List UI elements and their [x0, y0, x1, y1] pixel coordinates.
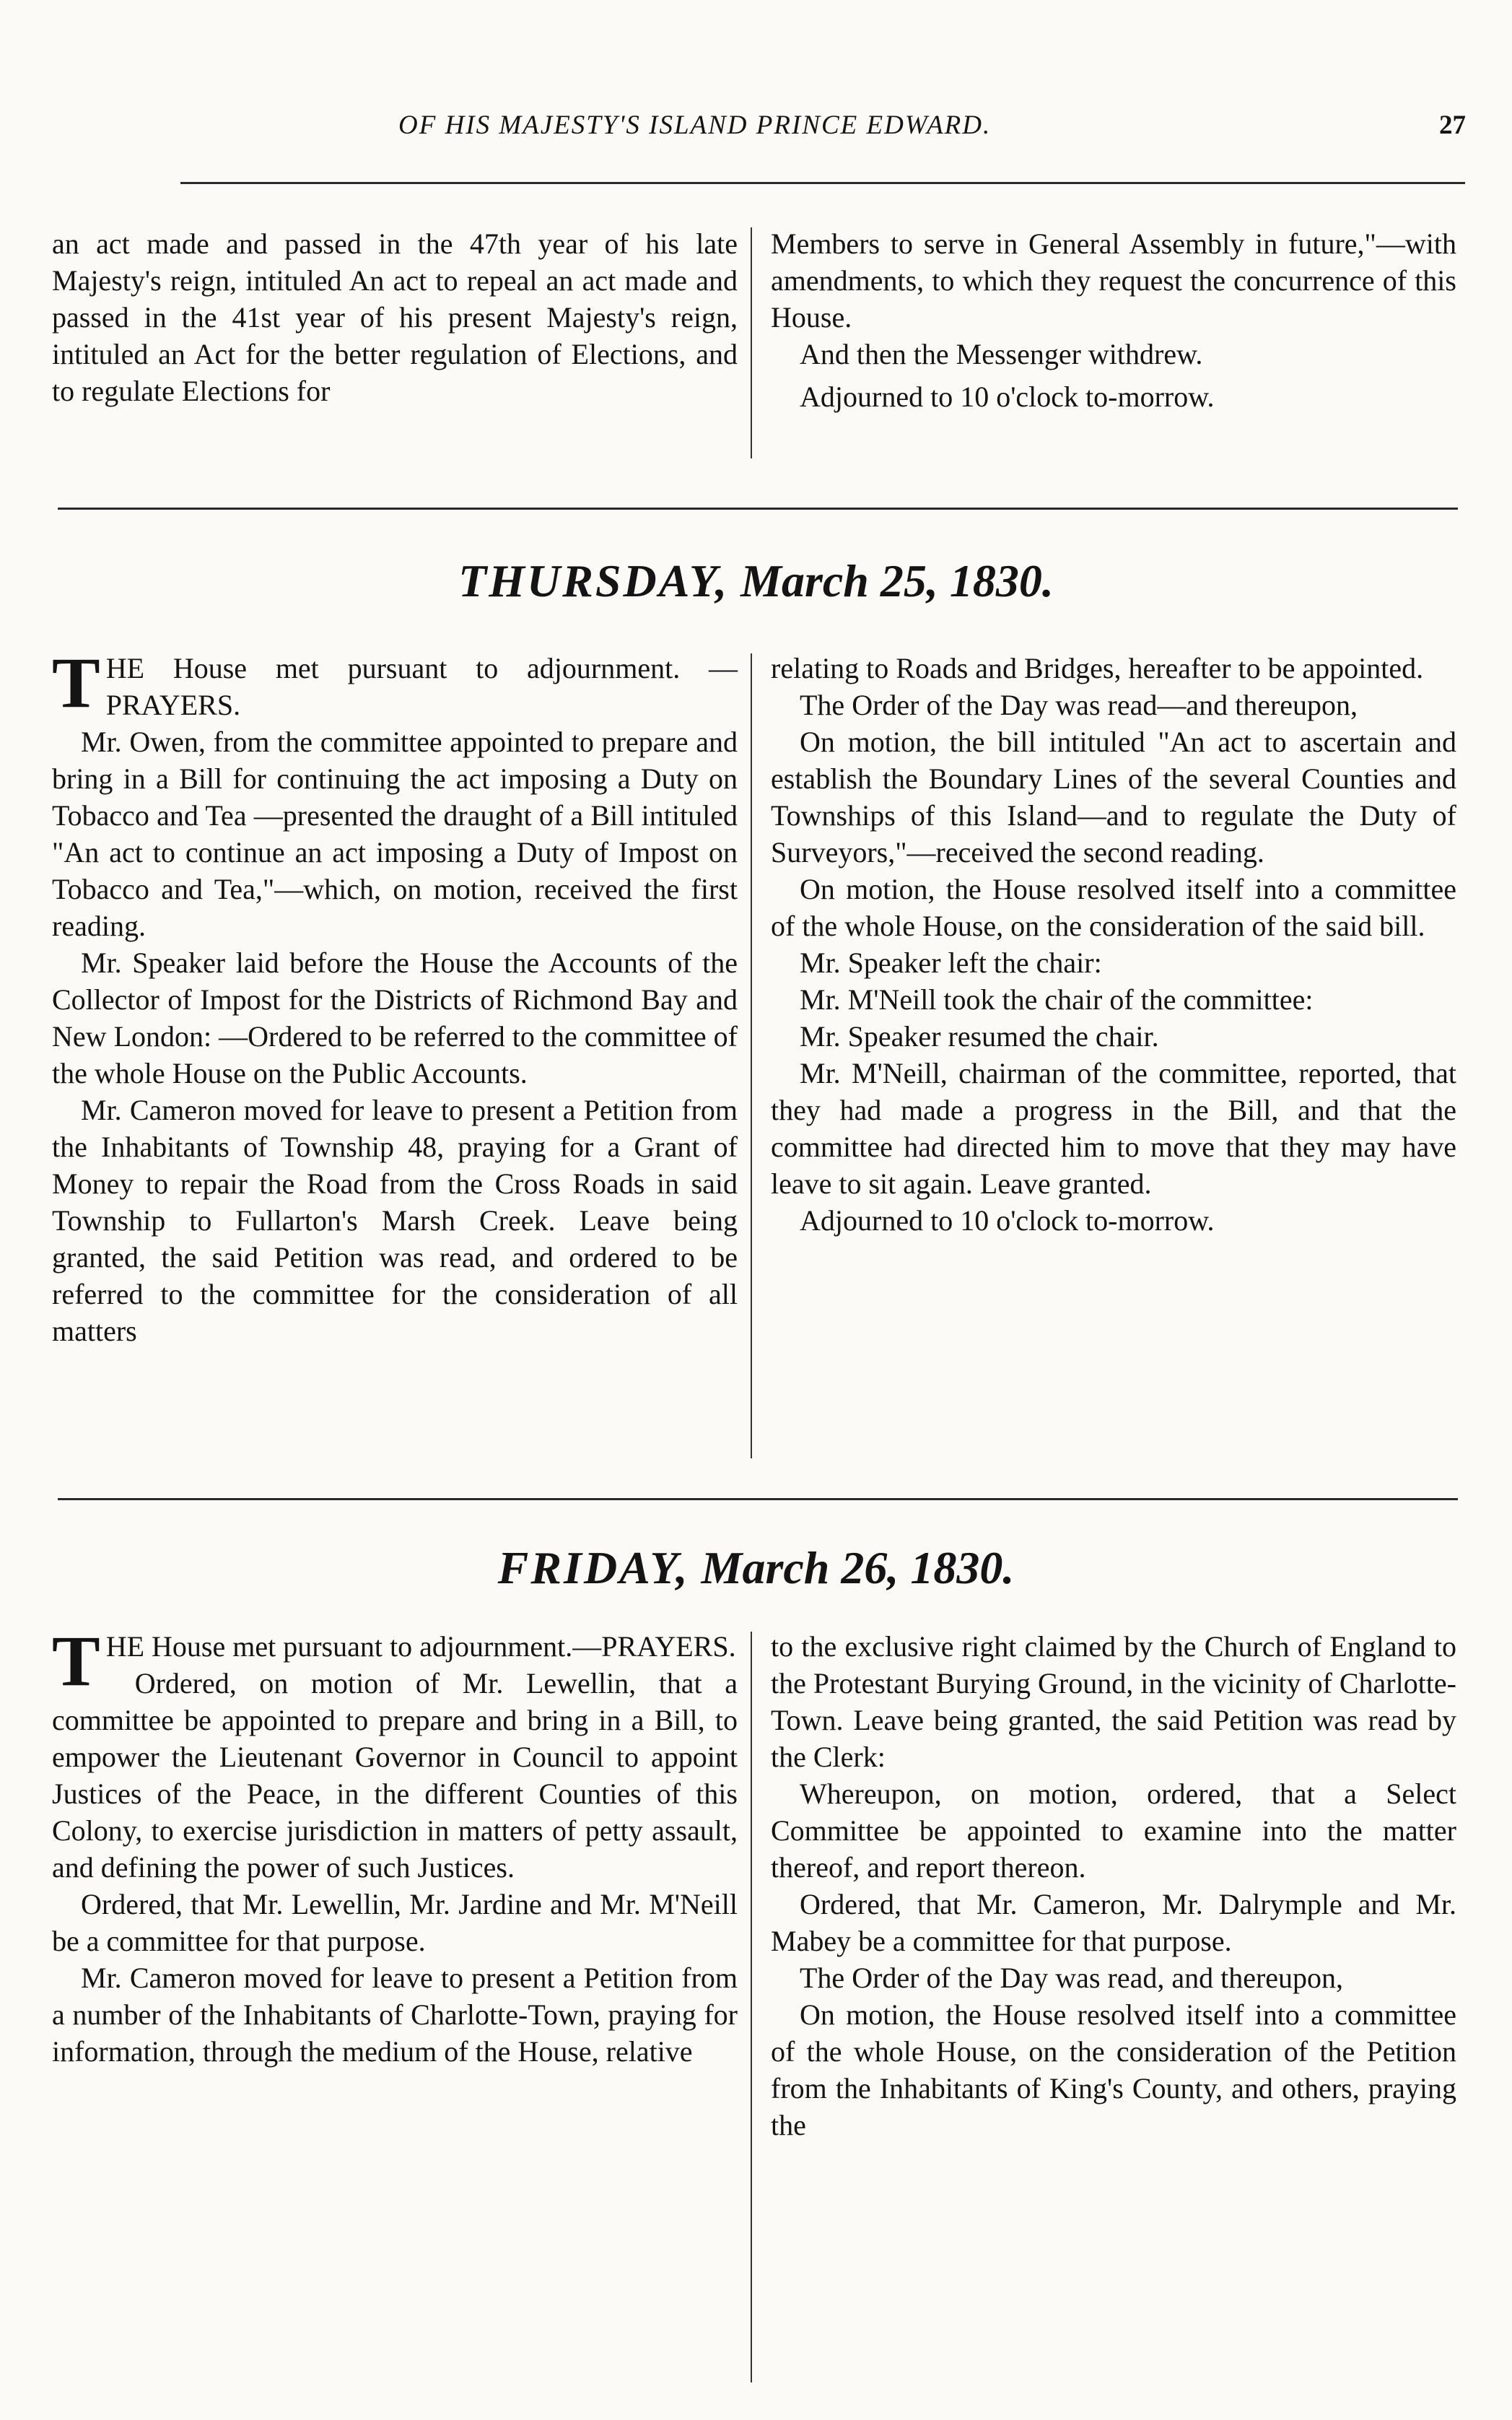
paragraph: Ordered, on motion of Mr. Lewellin, that a committee be appointed to prepare and bring in a Bill, to empower the Lieutenant Governor in Council to appoint Justices of the Peace, in the different Counties of this Colony, to exercise jurisdiction in matters of petty assault, and defining the power of such Justices. [52, 1667, 738, 1884]
drop-cap: T [52, 643, 100, 723]
heading-date: March 25, 1830. [740, 555, 1054, 606]
paragraph: Mr. Cameron moved for leave to present a Petition from the Inhabitants of Township 48, praying for a Grant of Money to repair the Road from the Cross Roads in said Township to Fullarton's Marsh Creek. Leave being granted, the said Petition was read, and ordered to be referred to the committee for the consideration of all matters [52, 1094, 738, 1347]
paragraph: The Order of the Day was read—and thereupon, [800, 689, 1358, 721]
section-rule [58, 1498, 1458, 1500]
running-title: OF HIS MAJESTY'S ISLAND PRINCE EDWARD. [398, 110, 992, 140]
paragraph [52, 643, 738, 723]
top-right-column [771, 225, 1456, 415]
paragraph: Mr. M'Neill took the chair of the committee: [800, 983, 1314, 1016]
paragraph: Adjourned to 10 o'clock to-morrow. [800, 1204, 1215, 1237]
thursday-heading [0, 554, 1512, 608]
friday-right-column [771, 1628, 1456, 2143]
column-divider [751, 1632, 752, 2382]
paragraph: Whereupon, on motion, ordered, that a Select Committee be appointed to examine into the matter thereof, and report thereon. [771, 1777, 1456, 1884]
heading-day: FRIDAY, [497, 1542, 690, 1593]
paragraph: Adjourned to 10 o'clock to-morrow. [800, 380, 1215, 413]
column-divider [751, 227, 752, 458]
running-head [52, 107, 1469, 150]
heading-date: March 26, 1830. [701, 1542, 1015, 1593]
paragraph: Members to serve in General Assembly in future,"—with amendments, to which they request the concurrence of this House. [771, 227, 1456, 334]
paragraph-text: HE House met pursuant to adjournment. —PRAYERS. [105, 652, 738, 721]
paragraph: The Order of the Day was read, and thereupon, [800, 1962, 1344, 1994]
top-left-column [52, 225, 738, 409]
paragraph: On motion, the House resolved itself into a committee of the whole House, on the consideration of the Petition from the Inhabitants of King's County, and others, praying the [771, 1998, 1456, 2141]
header-rule [180, 182, 1465, 184]
paragraph: On motion, the House resolved itself into a committee of the whole House, on the consideration of the said bill. [771, 873, 1456, 942]
friday-heading [0, 1541, 1512, 1595]
paragraph: Mr. Speaker resumed the chair. [800, 1020, 1159, 1053]
paragraph: Ordered, that Mr. Cameron, Mr. Dalrymple and Mr. Mabey be a committee for that purpose. [771, 1888, 1456, 1957]
column-divider [751, 653, 752, 1458]
heading-day: THURSDAY, [458, 555, 730, 606]
paragraph: Mr. M'Neill, chairman of the committee, reported, that they had made a progress in the Bill, and that the committee had directed him to move that they may have leave to sit again. Leave granted. [771, 1057, 1456, 1200]
thursday-left-column [52, 643, 738, 1349]
paragraph: Mr. Speaker left the chair: [800, 946, 1102, 979]
drop-cap: T [52, 1621, 100, 1701]
paragraph: Mr. Cameron moved for leave to present a Petition from a number of the Inhabitants of Charlotte-Town, praying for information, through the medium of the House, relative [52, 1962, 738, 2068]
paragraph: to the exclusive right claimed by the Church of England to the Protestant Burying Ground, in the vicinity of Charlotte-Town. Leave being granted, the said Petition was read by the Clerk: [771, 1630, 1456, 1773]
page-number: 27 [1439, 110, 1466, 140]
paragraph: Mr. Speaker laid before the House the Accounts of the Collector of Impost for the Districts of Richmond Bay and New London: —Ordered to be referred to the committee of the whole House on the Public Accounts. [52, 946, 738, 1089]
paragraph-text: HE House met pursuant to adjournment.—PRAYERS. [105, 1630, 736, 1663]
paragraph [52, 1621, 738, 1701]
paragraph: relating to Roads and Bridges, hereafter to be appointed. [771, 652, 1424, 684]
section-rule [58, 508, 1458, 510]
paragraph: Ordered, that Mr. Lewellin, Mr. Jardine and Mr. M'Neill be a committee for that purpose. [52, 1888, 738, 1957]
thursday-right-column [771, 650, 1456, 1239]
paragraph: And then the Messenger withdrew. [800, 338, 1203, 370]
paragraph: On motion, the bill intituled "An act to ascertain and establish the Boundary Lines of the several Counties and Townships of this Island—and to regulate the Duty of Surveyors,"—received the second reading. [771, 726, 1456, 869]
paragraph: Mr. Owen, from the committee appointed to prepare and bring in a Bill for continuing the act imposing a Duty on Tobacco and Tea —presented the draught of a Bill intituled "An act to continue an act imposing a Duty of Impost on Tobacco and Tea,"—which, on motion, received the first reading. [52, 726, 738, 942]
friday-left-column [52, 1621, 738, 2070]
paragraph: an act made and passed in the 47th year of his late Majesty's reign, intituled An act to repeal an act made and passed in the 41st year of his present Majesty's reign, intituled an Act for the better regulation of Elections, and to regulate Elections for [52, 227, 738, 407]
